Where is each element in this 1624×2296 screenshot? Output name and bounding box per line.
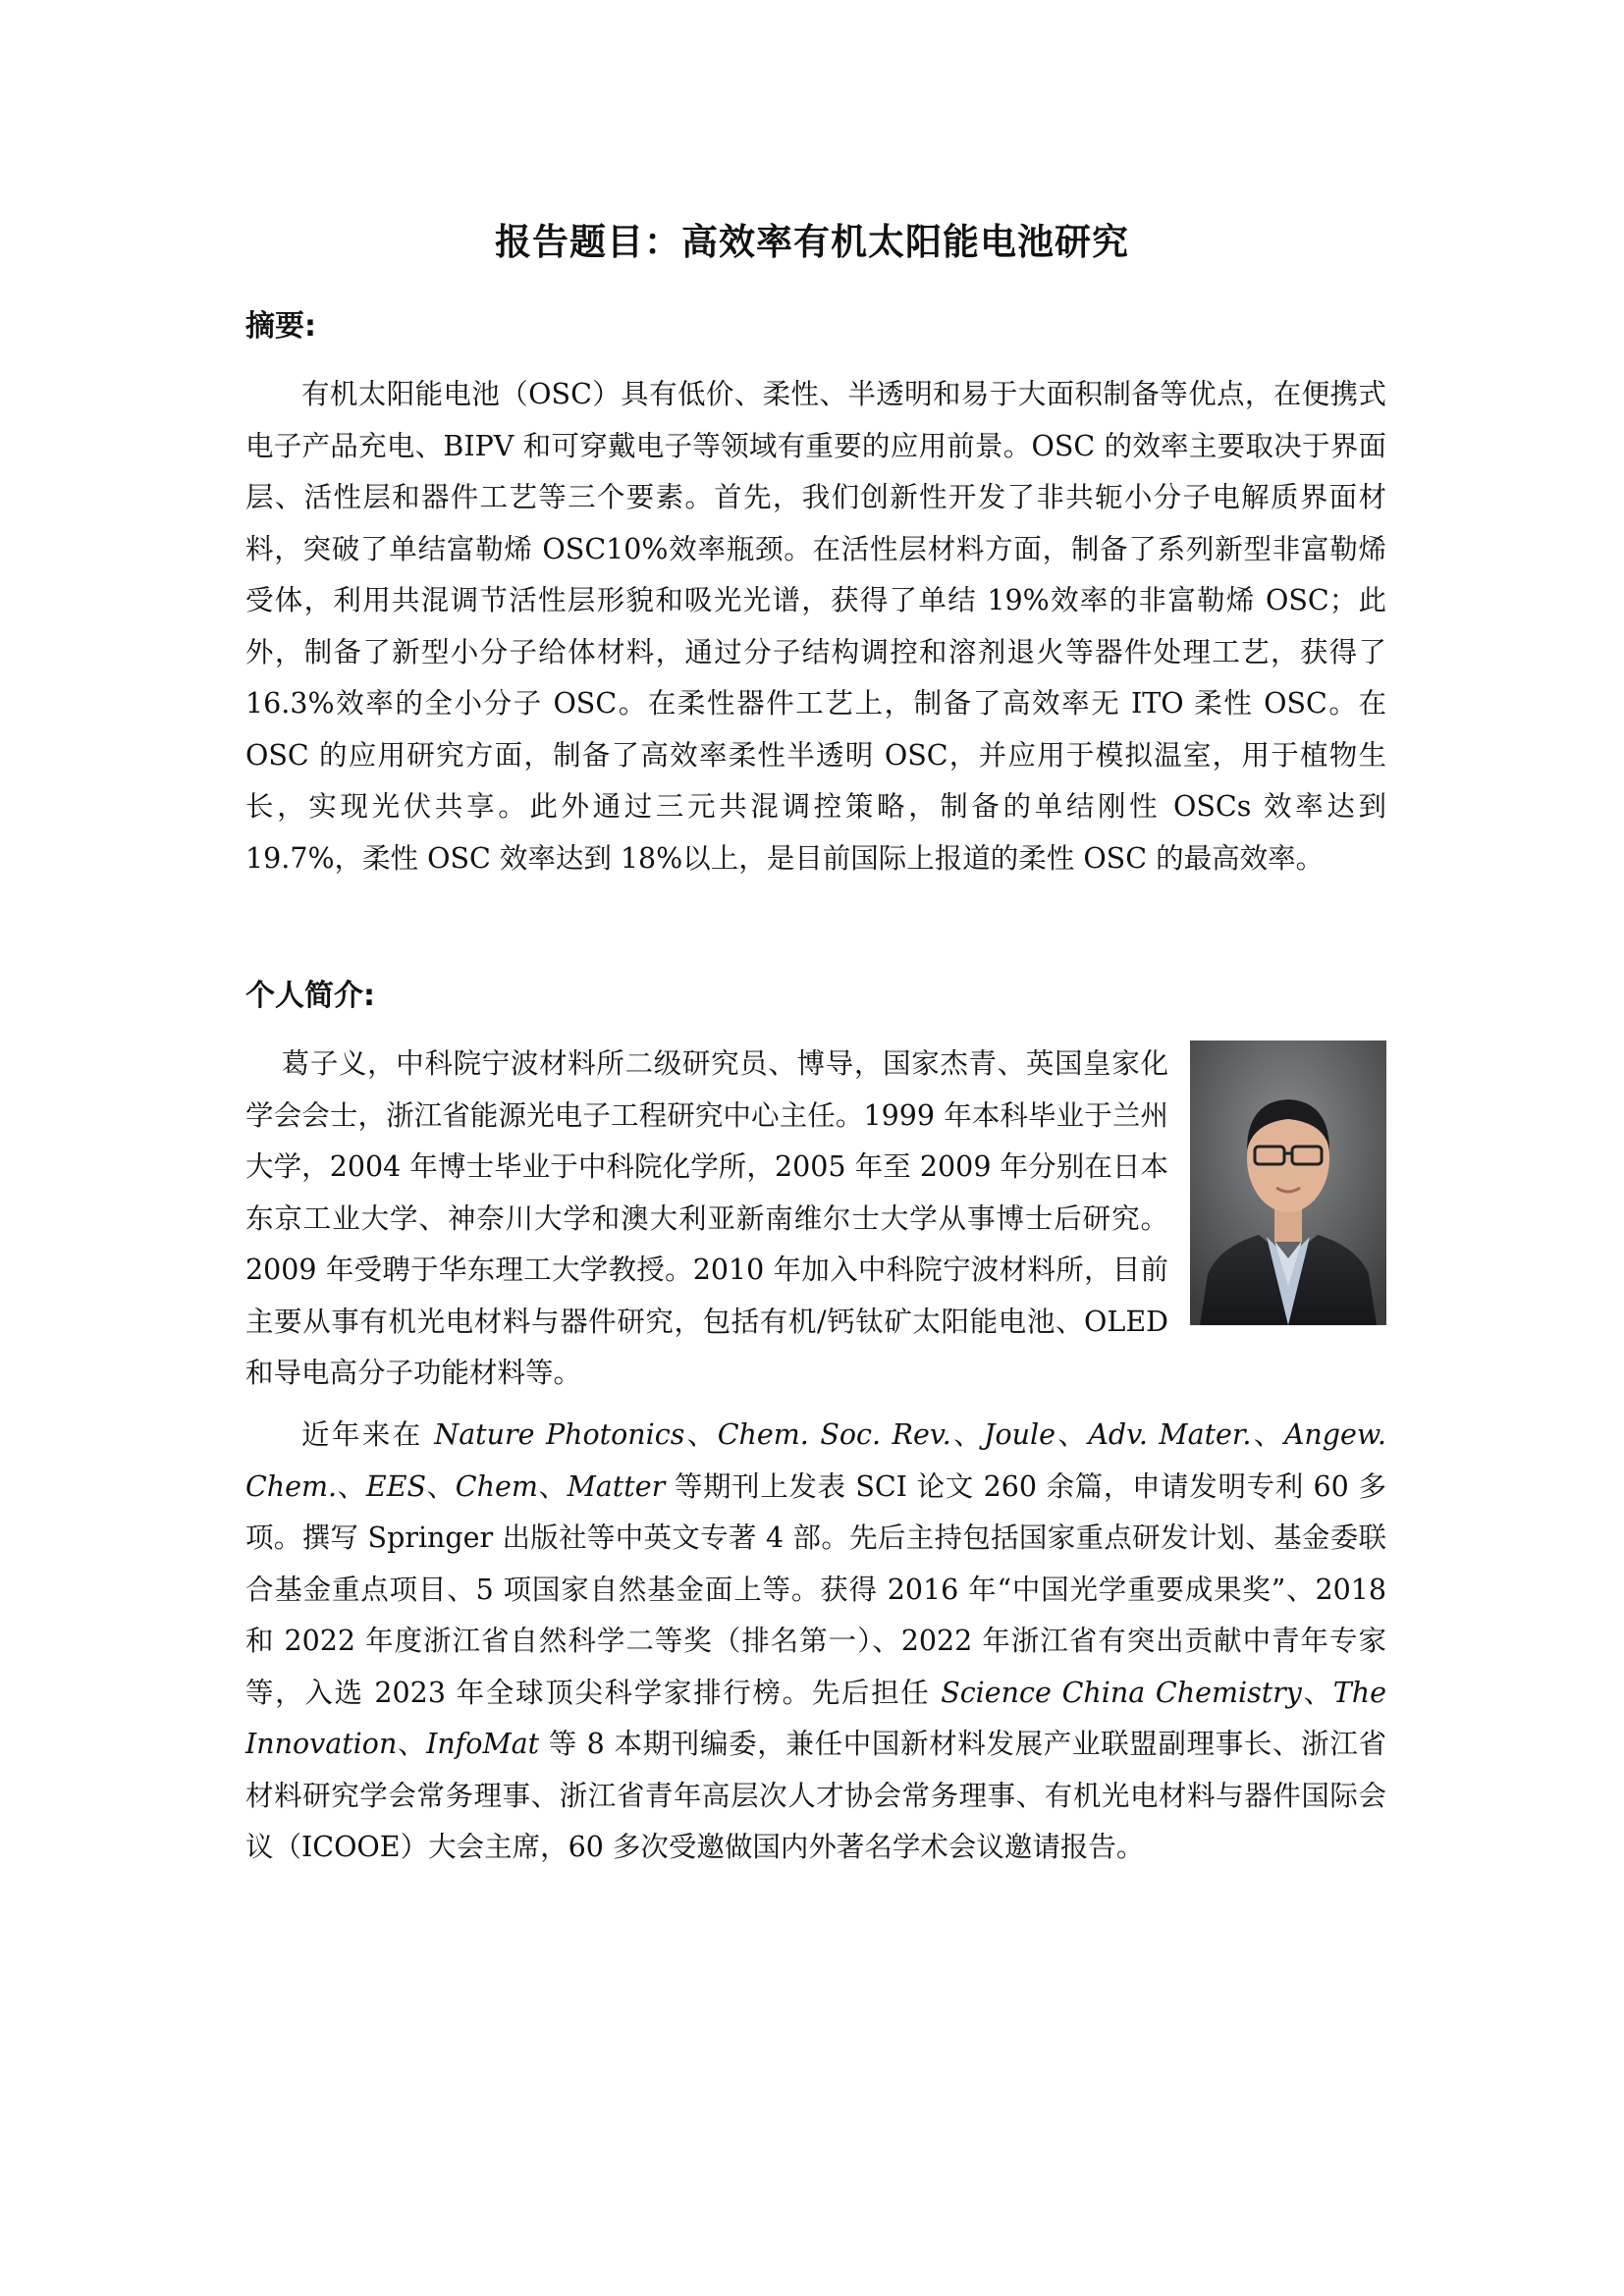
separator: 、 [950, 1418, 985, 1451]
separator: 、 [537, 1469, 568, 1503]
journal-joule: Joule [984, 1418, 1056, 1451]
separator: 、 [397, 1728, 427, 1760]
report-title: 报告题目：高效率有机太阳能电池研究 [495, 221, 1129, 263]
journal-the-innovation: The Innovation [245, 1676, 1386, 1760]
journal-adv-mater: Adv. Mater. [1088, 1418, 1252, 1451]
portrait-photo [1190, 1041, 1386, 1325]
achievements-end: 等 8 本期刊编委，兼任中国新材料发展产业联盟副理事长、浙江省材料研究学会常务理事、浙江省青年高层次人才协会常务理事、有机光电材料与器件国际会议（ICOOE）大会主席，60 多次受邀做国内外著名学术会议邀请报告。 [245, 1728, 1386, 1863]
separator: 、 [1301, 1676, 1333, 1709]
journal-nature-photonics: Nature Photonics [434, 1418, 685, 1451]
abstract-paragraph: 有机太阳能电池（OSC）具有低价、柔性、半透明和易于大面积制备等优点，在便携式电子产品充电、BIPV 和可穿戴电子等领域有重要的应用前景。OSC 的效率主要取决于界面层、活性层和器件工艺等三个要素。首先，我们创新性开发了非共轭小分子电解质界面材料，突破了单结富勒烯 OSC10%效率瓶颈。在活性层材料方面，制备了系列新型非富勒烯受体，利用共混调节活性层形貌和吸光光谱，获得了单结 19%效率的非富勒烯 OSC；此外，制备了新型小分子给体材料，通过分子结构调控和溶剂退火等器件处理工艺，获得了 16.3%效率的全小分子 OSC。在柔性器件工艺上，制备了高效率无 ITO 柔性 OSC。在 OSC 的应用研究方面，制备了高效率柔性半透明 OSC，并应用于模拟温室，用于植物生长，实现光伏共享。此外通过三元共混调控策略，制备的单结刚性 OSCs 效率达到 19.7%，柔性 OSC 效率达到 18%以上，是目前国际上报道的柔性 OSC 的最高效率。 [245, 378, 1386, 875]
journal-chem: Chem [455, 1469, 538, 1503]
profile-heading: 个人简介: [245, 979, 375, 1013]
journal-angew-chem: Angew. Chem. [245, 1418, 1386, 1503]
journal-ees: EES [365, 1469, 427, 1503]
separator: 、 [684, 1418, 718, 1451]
journal-science-china-chemistry: Science China Chemistry [941, 1676, 1302, 1709]
abstract-heading: 摘要: [245, 309, 316, 344]
journal-infomat: InfoMat [426, 1728, 540, 1760]
separator: 、 [337, 1469, 366, 1503]
achievements-intro: 近年来在 [301, 1418, 435, 1451]
achievements-middle: 等期刊上发表 SCI 论文 260 余篇，申请发明专利 60 多项。撰写 Springer 出版社等中英文专著 4 部。先后主持包括国家重点研发计划、基金委联合基金重点项目、5 项国家自然基金面上等。获得 2016 年“中国光学重要成果奖”、2018 和 2022 年度浙江省自然科学二等奖（排名第一）、2022 年浙江省有突出贡献中青年专家等，入选 2023 年全球顶尖科学家排行榜。先后担任 [245, 1469, 1386, 1709]
journal-matter: Matter [567, 1469, 666, 1503]
journal-chem-soc-rev: Chem. Soc. Rev. [717, 1418, 951, 1451]
bio-text: 葛子义，中科院宁波材料所二级研究员、博导，国家杰青、英国皇家化学会会士，浙江省能源光电子工程研究中心主任。1999 年本科毕业于兰州大学，2004 年博士毕业于中科院化学所，2005 年至 2009 年分别在日本东京工业大学、神奈川大学和澳大利亚新南维尔士大学从事博士后研究。2009 年受聘于华东理工大学教授。2010 年加入中科院宁波材料所，目前主要从事有机光电材料与器件研究，包括有机/钙钛矿太阳能电池、OLED 和导电高分子功能材料等。 [245, 1047, 1168, 1389]
separator: 、 [1055, 1418, 1089, 1451]
bio-paragraph [245, 1039, 1386, 1400]
separator: 、 [426, 1469, 456, 1503]
achievements-paragraph [245, 1410, 1386, 1874]
separator: 、 [1251, 1418, 1284, 1451]
